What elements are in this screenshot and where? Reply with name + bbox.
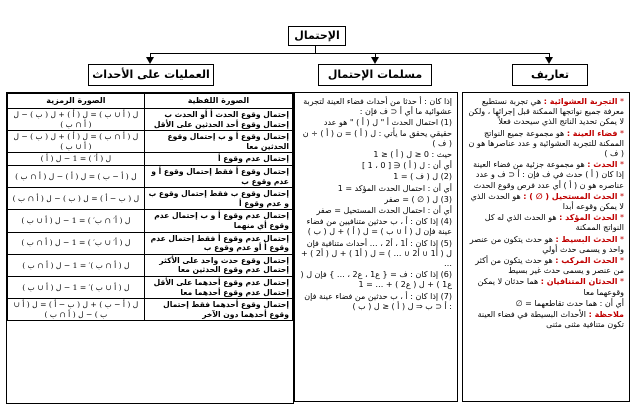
header-definitions: تعاريف xyxy=(512,64,588,86)
axiom-line: (7) إذا كان : أ ، ب حدثين من فضاء عينة فإن : أ ⊂ ب ⇒ ل ( أ ) ≤ ل ( ب ) xyxy=(304,291,452,311)
axiom-line: (3) ل ( ∅ ) = صفر xyxy=(384,194,452,204)
verbal-cell: إحتمال عدم وقوع أ xyxy=(144,153,292,166)
arrow-right xyxy=(545,57,553,64)
arrow-left xyxy=(146,57,154,64)
verbal-cell: إحتمال عدم وقوع أ فقط إحتمال عدم وقوع أ أو عدم وقوع ب xyxy=(144,232,292,254)
axiom-line: أي أن : احتمال الحدث المؤكد = 1 xyxy=(337,183,452,193)
header-operations: العمليات على الأحداث xyxy=(88,64,214,86)
definition-item: أي أن : هما حدث تقاطعهما = ∅ xyxy=(515,298,624,308)
symbolic-cell: ل ( أ ∪ ب ) = ل ( أ ) + ل ( ب ) − ل ( أ ∩ ب ) xyxy=(8,109,145,131)
table-row xyxy=(8,153,293,166)
axiom-line: (4) إذا كان : أ ، ب حدثين متنافيين من فضاء عينة فإن ل ( أ ∪ ب ) = ل ( أ ) + ل ( ب ) xyxy=(306,217,452,237)
header-axioms: مسلمات الإحتمال xyxy=(318,64,432,86)
definitions-note: ملاحظة : الأحداث البسيطة في فضاء العينة تكون متنافية مثنى مثنى xyxy=(477,310,624,330)
axiom-line: إذا كان : أ حدثا من أحداث فضاء العينة لتجربة عشوائية ما أي أ ⊂ ف فإن : xyxy=(303,97,452,117)
column-header-symbolic: الصورة الرمزية xyxy=(8,94,145,109)
symbolic-cell: ل ( أ′ ∩ ب′ ) = 1 − ل ( أ ∪ ب ) xyxy=(8,210,145,232)
definitions-panel xyxy=(462,92,630,402)
definition-item: * الحدث المستحيل ( ∅ ) : هو الحدث الذي لا يمكن وقوعه أبدا xyxy=(470,191,624,212)
verbal-cell: إحتمال وقوع الحدث أ أو الحدث ب إحتمال وقوع أحد الحدثين على الأقل xyxy=(144,109,292,131)
axiom-line: (5) إذا كان : أ1 ، أ2 ، … أحداث متنافية فإن ل ( أ1 ∪ أ2 ∪ … ) = ل ( أ1 ) + ل ( أ2 ) + … xyxy=(300,238,452,269)
definition-item: * الحدث المؤكد : هو الحدث الذي له كل النواتج الممكنة xyxy=(484,213,624,233)
verbal-cell: إحتمال عدم وقوع أ و ب إحتمال عدم وقوع أي منهما xyxy=(144,210,292,232)
axiom-line: (2) ل ( ف ) = 1 xyxy=(393,172,452,182)
table-row xyxy=(8,232,293,254)
table-row xyxy=(8,254,293,276)
axiom-line: (6) إذا كان : ف = { ع1 ، ع2 ، … } فإن ل ( ع1 ) + ل ( ع2 ) + … = 1 xyxy=(300,270,452,290)
verbal-cell: إحتمال وقوع أ فقط إحتمال وقوع أ و عدم وقوع ب xyxy=(144,165,292,187)
column-header-verbal: الصورة اللفظية xyxy=(144,94,292,109)
axiom-line: أي أن : احتمال الحدث المستحيل = صفر xyxy=(316,206,452,216)
verbal-cell: إحتمال عدم وقوع أحدهما على الأقل إحتمال عدم وقوع أحدهما معا xyxy=(144,276,292,298)
operations-panel xyxy=(6,92,294,404)
symbolic-cell: ل ( أ ∪ ب )′ = 1 − ل ( أ ∪ ب ) xyxy=(8,276,145,298)
table-row xyxy=(8,109,293,131)
verbal-cell: إحتمال وقوع حدث واحد على الأكثر إحتمال عدم وقوع الحدثين معا xyxy=(144,254,292,276)
verbal-cell: إحتمال وقوع أحدهما فقط إحتمال وقوع أحدهما دون الآخر xyxy=(144,299,292,321)
symbolic-cell: ل ( أ′ ∪ ب′ ) = 1 − ل ( أ ∩ ب ) xyxy=(8,232,145,254)
axiom-line: (1) احتمال الحدث أ " ل ( أ ) " هو عدد حقيقي يحقق ما يأتي : ل ( أ ) = ن ( أ ) ÷ ن ( ف ) xyxy=(302,118,452,148)
axiom-line: أي أن : ل ( أ ) ∈ [ 0 ، 1 ] xyxy=(361,161,452,171)
definition-item: * فضاء العينة : هو مجموعة جميع النواتج الممكنة للتجربة العشوائية و عدد عناصرها هو ن ( ف ) xyxy=(468,128,624,159)
symbolic-cell: ل ( أ′ ) = 1 − ل ( أ ) xyxy=(8,153,145,166)
definition-item: * الحدثان المتنافيان : هما حدثان لا يمكن وقوعهما معا xyxy=(477,277,624,297)
connector-vertical-top xyxy=(315,45,316,53)
definition-item: * الحدث : هو مجموعة جزئية من فضاء العينة إذا كان ( أ ) حدث في ف فإن : أ ⊂ ف و عدد عناصره هو ن ( أ ) أي عدد فرص وقوع الحدث xyxy=(473,160,624,190)
definition-item: * التجربة العشوائية : هي تجربة نستطيع معرفة جميع نواتجها الممكنة قبل إجرائها ، ولكن لا يمكن تحديد الناتج الذي سيحدث فعلاً xyxy=(468,97,624,127)
table-row xyxy=(8,299,293,321)
operations-table xyxy=(7,93,293,321)
page-title: الإحتمال xyxy=(288,26,346,46)
table-row xyxy=(8,165,293,187)
table-row xyxy=(8,210,293,232)
axioms-panel xyxy=(294,92,458,402)
arrow-mid xyxy=(371,57,379,64)
symbolic-cell: ل ( أ ∩ ب )′ = 1 − ل ( أ ∩ ب ) xyxy=(8,254,145,276)
connector-horizontal xyxy=(150,53,550,54)
table-row xyxy=(8,276,293,298)
axiom-line: حيث : 0 ≤ ل ( أ ) ≤ 1 xyxy=(373,150,452,160)
symbolic-cell: ل ( ب − أ ) = ل ( ب ) − ل ( أ ∩ ب ) xyxy=(8,188,145,210)
definition-item: * الحدث البسيط : هو حدث يتكون من عنصر واحد و يسمى حدث أولي xyxy=(469,234,624,254)
table-row xyxy=(8,131,293,153)
verbal-cell: إحتمال وقوع ب فقط إحتمال وقوع ب و عدم وقوع أ xyxy=(144,188,292,210)
table-header-row xyxy=(8,94,293,109)
table-row xyxy=(8,188,293,210)
definition-item: * الحدث المركب : هو حدث يتكون من أكثر من عنصر و يسمى حدث غير بسيط xyxy=(475,256,624,276)
symbolic-cell: ل ( أ − ب ) = ل ( أ ) − ل ( أ ∩ ب ) xyxy=(8,165,145,187)
verbal-cell: إحتمال وقوع أ و ب إحتمال وقوع الحدثين معا xyxy=(144,131,292,153)
symbolic-cell: ل ( أ ∩ ب ) = ل ( أ ) + ل ( ب ) − ل ( أ ∪ ب ) xyxy=(8,131,145,153)
symbolic-cell: ل ( أ − ب ) + ل ( ب − أ ) = ل ( أ ∪ ب ) − ل ( أ ∩ ب ) xyxy=(8,299,145,321)
